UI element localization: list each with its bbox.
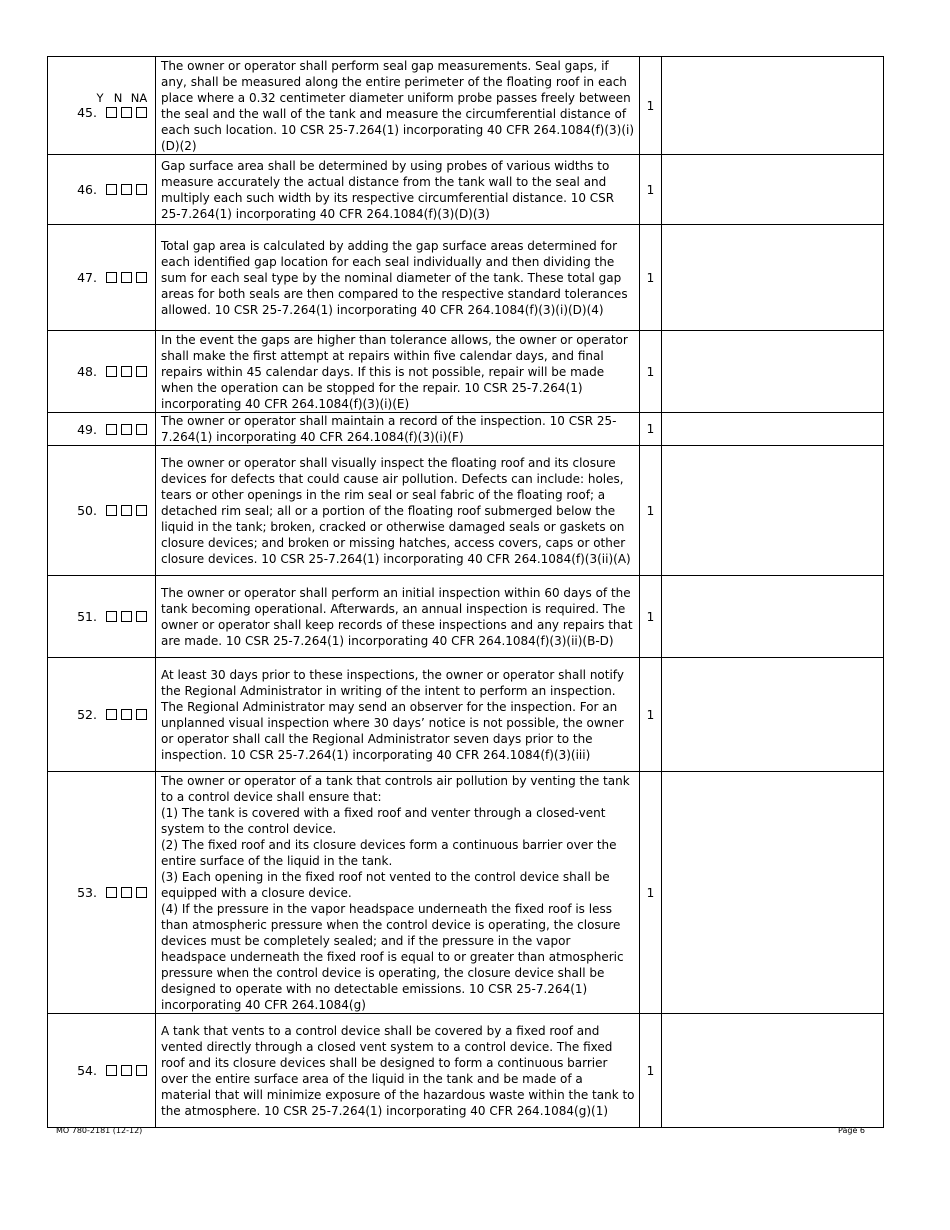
item-number: 46. (77, 182, 97, 197)
checklist-row (48, 658, 884, 772)
checklist-body (48, 57, 884, 1128)
requirement-text: Gap surface area shall be determined by using probes of various widths to measure accurately the actual distance from the tank wall to the seal and multiply each such width by its respective circumferential distance. 10 CSR 25-7.264(1) incorporating 40 CFR 264.1084(f)(3)(D)(3) (156, 155, 640, 225)
item-number-cell (48, 772, 156, 1014)
checklist-table (47, 56, 884, 1128)
points-value: 1 (640, 331, 662, 413)
item-number: 51. (77, 609, 97, 624)
yes-checkbox[interactable] (106, 611, 117, 622)
requirement-text: The owner or operator shall perform an initial inspection within 60 days of the tank becoming operational. Afterwards, an annual inspection is required. The owner or operator shall keep records of these inspections and any repairs that are made. 10 CSR 25-7.264(1) incorporating 40 CFR 264.1084(f)(3)(ii)(B-D) (156, 576, 640, 658)
na-checkbox[interactable] (136, 611, 147, 622)
points-value: 1 (640, 446, 662, 576)
item-number-cell (48, 446, 156, 576)
yes-checkbox[interactable] (106, 107, 117, 118)
comments-field[interactable] (662, 658, 884, 772)
requirement-text: The owner or operator shall perform seal gap measurements. Seal gaps, if any, shall be measured along the entire perimeter of the floating roof in each place where a 0.32 centimeter diameter uniform probe passes freely between the seal and the wall of the tank and measure the circumferential distance of each such location. 10 CSR 25-7.264(1) incorporating 40 CFR 264.1084(f)(3)(i)(D)(2) (156, 57, 640, 155)
checklist-row (48, 57, 884, 155)
no-checkbox[interactable] (121, 424, 132, 435)
requirement-text: A tank that vents to a control device shall be covered by a fixed roof and vented directly through a closed vent system to a control device. The fixed roof and its closure devices shall be designed to form a continuous barrier over the entire surface area of the liquid in the tank and be made of a material that will minimize exposure of the hazardous waste within the tank to the atmosphere. 10 CSR 25-7.264(1) incorporating 40 CFR 264.1084(g)(1) (156, 1014, 640, 1128)
points-value: 1 (640, 155, 662, 225)
item-number: 47. (77, 270, 97, 285)
requirement-text: The owner or operator shall maintain a record of the inspection. 10 CSR 25-7.264(1) incorporating 40 CFR 264.1084(f)(3)(i)(F) (156, 413, 640, 446)
page-number: Page 6 (838, 1126, 865, 1135)
points-value: 1 (640, 225, 662, 331)
checklist-row (48, 413, 884, 446)
na-checkbox[interactable] (136, 424, 147, 435)
yes-checkbox[interactable] (106, 887, 117, 898)
form-number: MO 780-2181 (12-12) (56, 1126, 143, 1135)
yes-checkbox[interactable] (106, 366, 117, 377)
yes-column-label: Y (96, 90, 104, 105)
yes-checkbox[interactable] (106, 184, 117, 195)
item-number: 45. (77, 104, 97, 120)
checklist-row (48, 225, 884, 331)
no-checkbox[interactable] (121, 505, 132, 516)
na-checkbox[interactable] (136, 887, 147, 898)
checklist-row (48, 772, 884, 1014)
comments-field[interactable] (662, 576, 884, 658)
comments-field[interactable] (662, 155, 884, 225)
item-number-cell (48, 331, 156, 413)
checklist-row (48, 576, 884, 658)
item-number-cell (48, 576, 156, 658)
item-number: 53. (77, 885, 97, 900)
points-value: 1 (640, 772, 662, 1014)
comments-field[interactable] (662, 446, 884, 576)
no-checkbox[interactable] (121, 887, 132, 898)
na-checkbox[interactable] (136, 272, 147, 283)
requirement-text: At least 30 days prior to these inspections, the owner or operator shall notify the Regional Administrator in writing of the intent to perform an inspection. The Regional Administrator may send an observer for the inspection. For an unplanned visual inspection where 30 days’ notice is not possible, the owner or operator shall call the Regional Administrator seven days prior to the inspection. 10 CSR 25-7.264(1) incorporating 40 CFR 264.1084(f)(3)(iii) (156, 658, 640, 772)
yes-checkbox[interactable] (106, 505, 117, 516)
item-number-cell (48, 658, 156, 772)
no-checkbox[interactable] (121, 709, 132, 720)
item-number: 49. (77, 421, 97, 437)
ynna-header (48, 92, 155, 104)
comments-field[interactable] (662, 413, 884, 446)
requirement-text: In the event the gaps are higher than tolerance allows, the owner or operator shall make the first attempt at repairs within five calendar days, and final repairs within 45 calendar days. If this is not possible, repair will be made when the operation can be stopped for the repair. 10 CSR 25-7.264(1) incorporating 40 CFR 264.1084(f)(3)(i)(E) (156, 331, 640, 413)
na-checkbox[interactable] (136, 184, 147, 195)
points-value: 1 (640, 576, 662, 658)
comments-field[interactable] (662, 225, 884, 331)
item-number-cell (48, 225, 156, 331)
no-column-label: N (113, 90, 123, 105)
na-checkbox[interactable] (136, 505, 147, 516)
checklist-row (48, 155, 884, 225)
checklist-row (48, 1014, 884, 1128)
comments-field[interactable] (662, 57, 884, 155)
item-number: 50. (77, 503, 97, 518)
no-checkbox[interactable] (121, 366, 132, 377)
na-checkbox[interactable] (136, 1065, 147, 1076)
points-value: 1 (640, 413, 662, 446)
checklist-row (48, 446, 884, 576)
item-number: 54. (77, 1063, 97, 1078)
points-value: 1 (640, 1014, 662, 1128)
item-number-cell (48, 57, 156, 155)
no-checkbox[interactable] (121, 107, 132, 118)
item-number: 48. (77, 364, 97, 379)
yes-checkbox[interactable] (106, 709, 117, 720)
na-checkbox[interactable] (136, 107, 147, 118)
yes-checkbox[interactable] (106, 272, 117, 283)
comments-field[interactable] (662, 772, 884, 1014)
na-checkbox[interactable] (136, 709, 147, 720)
yes-checkbox[interactable] (106, 1065, 117, 1076)
item-number-cell (48, 155, 156, 225)
no-checkbox[interactable] (121, 1065, 132, 1076)
requirement-text: The owner or operator shall visually inspect the floating roof and its closure devices for defects that could cause air pollution. Defects can include: holes, tears or other openings in the rim seal or seal fabric of the floating roof; a detached rim seal; all or a portion of the floating roof submerged below the liquid in the tank; broken, cracked or otherwise damaged seals or gaskets on closure devices; and broken or missing hatches, access covers, caps or other closure devices. 10 CSR 25-7.264(1) incorporating 40 CFR 264.1084(f)(3(ii)(A) (156, 446, 640, 576)
na-checkbox[interactable] (136, 366, 147, 377)
points-value: 1 (640, 57, 662, 155)
item-number: 52. (77, 707, 97, 722)
comments-field[interactable] (662, 331, 884, 413)
checklist-row (48, 331, 884, 413)
requirement-text: The owner or operator of a tank that controls air pollution by venting the tank to a control device shall ensure that: (1) The tank is covered with a fixed roof and venter through a closed-vent system to the control device. (2) The fixed roof and its closure devices form a continuous barrier over the entire surface of the liquid in the tank. (3) Each opening in the fixed roof not vented to the control device shall be equipped with a closure device. (4) If the pressure in the vapor headspace underneath the fixed roof is less than atmospheric pressure when the control device is operating, the closure devices must be completely sealed; and if the pressure in the vapor headspace underneath the fixed roof is equal to or greater than atmospheric pressure when the control device is operating, the closure device shall be designed to operate with no detectable emissions. 10 CSR 25-7.264(1) incorporating 40 CFR 264.1084(g) (156, 772, 640, 1014)
no-checkbox[interactable] (121, 184, 132, 195)
points-value: 1 (640, 658, 662, 772)
item-number-cell (48, 413, 156, 446)
no-checkbox[interactable] (121, 611, 132, 622)
yes-checkbox[interactable] (106, 424, 117, 435)
comments-field[interactable] (662, 1014, 884, 1128)
item-number-cell (48, 1014, 156, 1128)
na-column-label: NA (130, 90, 148, 105)
requirement-text: Total gap area is calculated by adding the gap surface areas determined for each identified gap location for each seal individually and then dividing the sum for each seal type by the nominal diameter of the tank. These total gap areas for both seals are then compared to the respective standard tolerances allowed. 10 CSR 25-7.264(1) incorporating 40 CFR 264.1084(f)(3)(i)(D)(4) (156, 225, 640, 331)
no-checkbox[interactable] (121, 272, 132, 283)
